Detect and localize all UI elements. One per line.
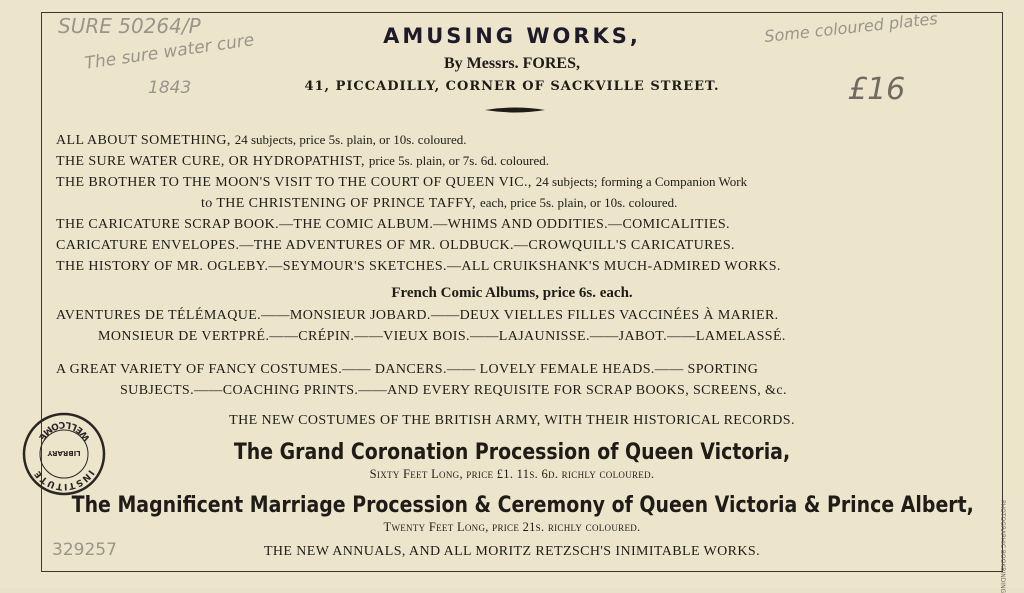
pencil-note-price: £16 (848, 72, 906, 107)
pencil-note-reference: SURE 50264/P (58, 14, 201, 38)
library-stamp-icon (20, 410, 108, 498)
address-line: 41, PICCADILLY, CORNER OF SACKVILLE STREET. (304, 79, 720, 94)
pencil-note-title: The sure water cure (83, 30, 256, 74)
svg-text:LIBRARY: LIBRARY (47, 449, 81, 457)
list-item: THE SURE WATER CURE, OR HYDROPATHIST, price 5s. plain, or 7s. 6d. coloured. (56, 153, 550, 169)
section-heading-french: French Comic Albums, price 6s. each. (391, 285, 633, 301)
page-title: AMUSING WORKS, (383, 24, 641, 48)
feature-subtitle: Sixty Feet Long, price £1. 11s. 6d. richly coloured. (369, 467, 655, 481)
list-item: AVENTURES DE TÉLÉMAQUE.——MONSIEUR JOBARD.——DEUX VIELLES FILLES VACCINÉES À MARIER. (56, 308, 779, 323)
list-item: MONSIEUR DE VERTPRÉ.——CRÉPIN.——VIEUX BOIS.——LAJAUNISSE.——JABOT.——LAMELASSÉ. (98, 329, 786, 344)
list-item: THE HISTORY OF MR. OGLEBY.—SEYMOUR'S SKETCHES.—ALL CRUIKSHANK'S MUCH-ADMIRED WORKS. (56, 259, 781, 274)
list-item: A GREAT VARIETY OF FANCY COSTUMES.—— DANCERS.—— LOVELY FEMALE HEADS.—— SPORTING (56, 362, 759, 377)
list-item: THE NEW ANNUALS, AND ALL MORITZ RETZSCH'S INIMITABLE WORKS. (263, 544, 761, 559)
list-item: CARICATURE ENVELOPES.—THE ADVENTURES OF MR. OLDBUCK.—CROWQUILL'S CARICATURES. (56, 238, 735, 253)
list-item: THE CARICATURE SCRAP BOOK.—THE COMIC ALBUM.—WHIMS AND ODDITIES.—COMICALITIES. (56, 217, 730, 232)
publisher-line: By Messrs. FORES, (444, 55, 580, 72)
pencil-note-year: 1843 (148, 78, 192, 98)
list-item: SUBJECTS.——COACHING PRINTS.——AND EVERY REQUISITE FOR SCRAP BOOKS, SCREENS, &c. (120, 383, 787, 398)
feature-subtitle: Twenty Feet Long, price 21s. richly coloured. (383, 520, 641, 534)
side-imprint: PHOTOGRAPHIC BOOKBINDING (999, 500, 1006, 593)
list-item: THE NEW COSTUMES OF THE BRITISH ARMY, WITH THEIR HISTORICAL RECORDS. (229, 413, 795, 428)
pencil-note-plates: Some coloured plates (763, 8, 939, 47)
svg-text:WELLCOME: WELLCOME (35, 418, 93, 443)
list-item: THE BROTHER TO THE MOON'S VISIT TO THE COURT OF QUEEN VIC., 24 subjects; forming a Companion Work (56, 174, 748, 190)
pencil-note-accession: 329257 (52, 540, 117, 560)
ornament-divider-icon (485, 106, 545, 114)
feature-heading-coronation: The Grand Coronation Procession of Queen Victoria, (233, 440, 791, 465)
list-item: ALL ABOUT SOMETHING, 24 subjects, price 5s. plain, or 10s. coloured. (56, 132, 467, 148)
svg-text:INSTITUTE: INSTITUTE (32, 467, 96, 492)
list-item: to THE CHRISTENING OF PRINCE TAFFY, each, price 5s. plain, or 10s. coloured. (201, 195, 678, 211)
feature-heading-marriage: The Magnificent Marriage Procession & Ceremony of Queen Victoria & Prince Albert, (71, 493, 974, 518)
